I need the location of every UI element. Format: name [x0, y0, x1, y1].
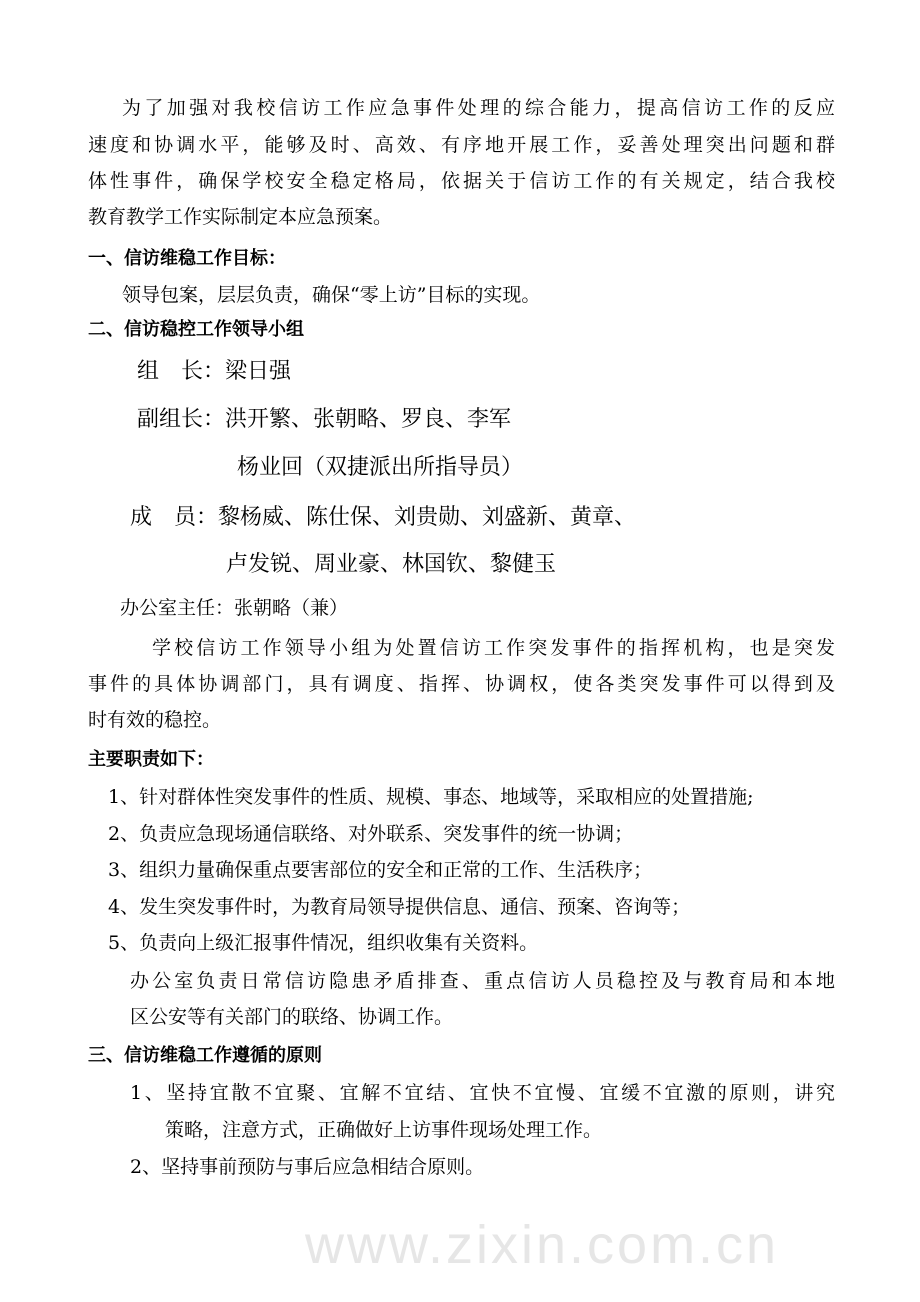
principle-item: 2、坚持事前预防与事后应急相结合原则。	[130, 1156, 485, 1178]
intro-line: 为了加强对我校信访工作应急事件处理的综合能力，提高信访工作的反应	[122, 97, 835, 119]
deputy-line: 杨业回（双捷派出所指导员）	[237, 455, 524, 480]
office-director: 办公室主任：张朝略（兼）	[120, 597, 349, 619]
duty-item: 3、组织力量确保重点要害部位的安全和正常的工作、生活秩序；	[108, 859, 653, 881]
paragraph: 领导包案，层层负责，确保“零上访”目标的实现。	[122, 284, 541, 306]
principle-item: 策略，注意方式，正确做好上访事件现场处理工作。	[165, 1119, 603, 1141]
watermark: www.zixin.com.cn	[305, 1215, 780, 1275]
intro-line: 体性事件，确保学校安全稳定格局，依据关于信访工作的有关规定，结合我校	[88, 170, 835, 192]
paragraph: 办公室负责日常信访隐患矛盾排查、重点信访人员稳控及与教育局和本地	[130, 970, 835, 992]
members-line: 成 员：黎杨威、陈仕保、刘贵勋、刘盛新、黄章、	[130, 505, 637, 530]
duty-item: 2、负责应急现场通信联络、对外联系、突发事件的统一协调；	[108, 823, 634, 845]
paragraph: 时有效的稳控。	[88, 709, 222, 731]
paragraph: 学校信访工作领导小组为处置信访工作突发事件的指挥机构，也是突发	[152, 637, 835, 659]
duty-item: 5、负责向上级汇报事件情况，组织收集有关资料。	[108, 932, 539, 954]
intro-line: 教育教学工作实际制定本应急预案。	[88, 206, 393, 228]
section-heading: 三、信访维稳工作遵循的原则	[88, 1045, 322, 1066]
section-heading: 一、信访维稳工作目标：	[88, 248, 286, 269]
paragraph: 事件的具体协调部门，具有调度、指挥、协调权，使各类突发事件可以得到及	[88, 673, 835, 695]
members-line: 卢发锐、周业豪、林国钦、黎健玉	[226, 552, 557, 577]
deputy-line: 副组长：洪开繁、张朝略、罗良、李军	[137, 407, 512, 432]
paragraph: 区公安等有关部门的联络、协调工作。	[130, 1006, 454, 1028]
intro-line: 速度和协调水平，能够及时、高效、有序地开展工作，妥善处理突出问题和群	[88, 134, 835, 156]
principle-item: 1、坚持宜散不宜聚、宜解不宜结、宜快不宜慢、宜缓不宜激的原则，讲究	[130, 1082, 835, 1104]
duty-item: 1、针对群体性突发事件的性质、规模、事态、地域等，采取相应的处置措施;	[108, 786, 754, 808]
duty-item: 4、发生突发事件时，为教育局领导提供信息、通信、预案、咨询等；	[108, 896, 691, 918]
section-heading: 主要职责如下：	[88, 749, 214, 770]
leader-line: 组 长：梁日强	[137, 359, 292, 384]
section-heading: 二、信访稳控工作领导小组	[88, 319, 304, 340]
